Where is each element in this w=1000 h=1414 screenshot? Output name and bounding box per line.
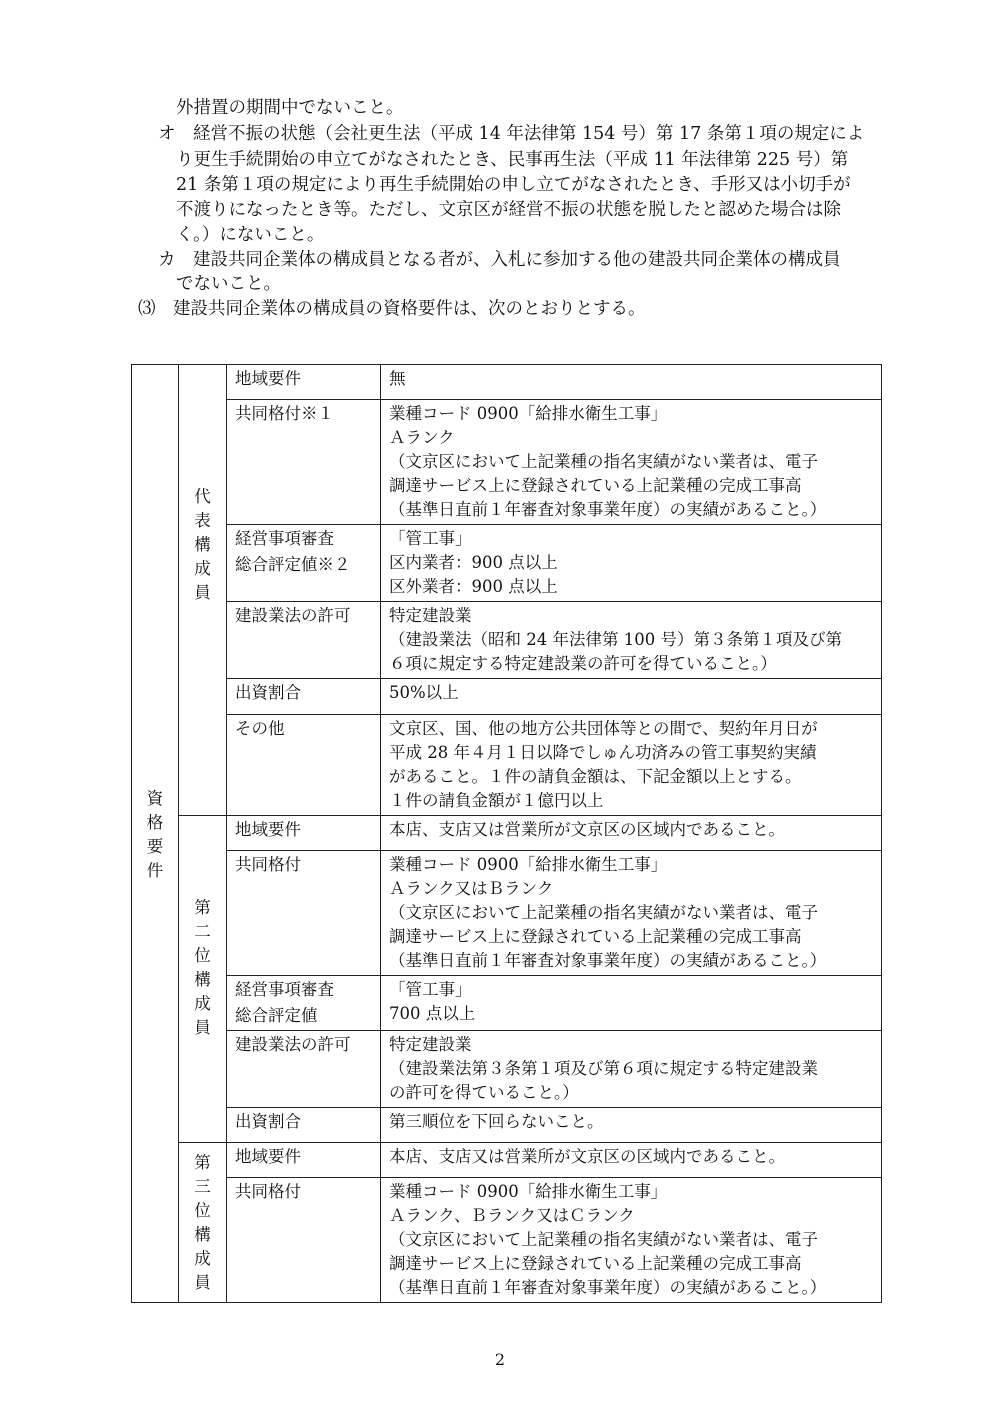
requirement-value-line: （建設業法（昭和 24 年法律第 100 号）第３条第１項及び第 (389, 630, 842, 649)
intro-line: 不渡りになったとき等。ただし、文京区が経営不振の状態を脱したと認めた場合は除 (176, 200, 841, 220)
requirement-value-line: （文京区において上記業種の指名実績がない業者は、電子 (389, 903, 818, 922)
requirement-value-cell (381, 400, 882, 525)
requirement-label-cell (227, 715, 381, 816)
requirement-value-line: 無 (389, 369, 406, 388)
group-label-cell (179, 1143, 227, 1303)
requirement-value-line: 調達サービス上に登録されている上記業種の完成工事高 (389, 476, 802, 495)
requirement-value-line: 「管工事」 (389, 980, 472, 999)
requirement-label: 地域要件 (235, 1147, 301, 1166)
group-label: 第二位構成員 (194, 898, 211, 1037)
requirement-value-line: （建設業法第３条第１項及び第６項に規定する特定建設業 (389, 1059, 818, 1078)
requirement-value-cell (381, 1108, 882, 1143)
requirement-value-line: 区内業者：900 点以上 (389, 553, 558, 572)
requirement-label-cell (227, 1108, 381, 1143)
requirement-value-cell (381, 1031, 882, 1108)
table-row (132, 1031, 882, 1108)
requirement-value-line: 調達サービス上に登録されている上記業種の完成工事高 (389, 1254, 802, 1273)
table-row (132, 1143, 882, 1178)
requirement-value-line: （基準日直前１年審査対象事業年度）の実績があること。） (389, 951, 827, 970)
group-label: 第三位構成員 (194, 1153, 211, 1292)
requirement-value-line: Ａランク又はＢランク (389, 879, 554, 898)
requirement-label: 共同格付※１ (235, 404, 334, 423)
requirement-label: 出資割合 (235, 683, 301, 702)
requirement-label-cell (227, 365, 381, 400)
intro-line: オ 経営不振の状態（会社更生法（平成 14 年法律第 154 号）第 17 条第１項の規定によ (158, 124, 865, 144)
intro-line: 21 条第１項の規定により再生手続開始の申し立てがなされたとき、手形又は小切手が (176, 175, 851, 195)
requirement-value-line: （文京区において上記業種の指名実績がない業者は、電子 (389, 1230, 818, 1249)
group-label: 代表構成員 (194, 487, 211, 602)
table-row (132, 715, 882, 816)
requirement-value-cell (381, 1178, 882, 1303)
requirement-value-line: 文京区、国、他の地方公共団体等との間で、契約年月日が (389, 719, 818, 738)
table-row (132, 365, 882, 400)
outer-label-cell (132, 365, 179, 1303)
requirement-value-line: 業種コード 0900「給排水衛生工事」 (389, 855, 668, 874)
table-row (132, 1108, 882, 1143)
requirement-value-line: 本店、支店又は営業所が文京区の区域内であること。 (389, 1147, 785, 1166)
outer-label: 資格要件 (146, 789, 164, 880)
requirement-value-cell (381, 365, 882, 400)
requirement-value-line: （文京区において上記業種の指名実績がない業者は、電子 (389, 452, 818, 471)
table-row (132, 851, 882, 976)
requirement-label: 建設業法の許可 (235, 606, 351, 625)
requirement-label: 建設業法の許可 (235, 1035, 351, 1054)
requirement-label: その他 (235, 719, 285, 738)
requirement-value-line: Ａランク (389, 428, 455, 447)
intro-line: カ 建設共同企業体の構成員となる者が、入札に参加する他の建設共同企業体の構成員 (158, 250, 841, 270)
requirement-value-line: 平成 28 年４月１日以降でしゅん功済みの管工事契約実績 (389, 743, 817, 762)
requirement-value-line: 50%以上 (389, 683, 459, 702)
requirement-value-cell (381, 976, 882, 1031)
table-row (132, 1178, 882, 1303)
requirement-value-line: 特定建設業 (389, 606, 472, 625)
requirement-label-cell (227, 976, 381, 1031)
requirement-label-cell (227, 1143, 381, 1178)
requirement-label-cell (227, 816, 381, 851)
requirement-value-line: があること。１件の請負金額は、下記金額以上とする。 (389, 767, 802, 786)
table-row (132, 816, 882, 851)
intro-line: り更生手続開始の申立てがなされたとき、民事再生法（平成 11 年法律第 225 号）第 (176, 150, 849, 170)
table-row (132, 400, 882, 525)
requirement-value-line: 第三順位を下回らないこと。 (389, 1112, 604, 1131)
requirement-label-cell (227, 1031, 381, 1108)
requirement-value-line: 区外業者：900 点以上 (389, 577, 558, 596)
requirement-label-cell (227, 525, 381, 602)
requirement-value-line: Ａランク、Ｂランク又はＣランク (389, 1206, 635, 1225)
requirement-label-cell (227, 1178, 381, 1303)
intro-line: 外措置の期間中でないこと。 (176, 98, 404, 118)
requirement-value-line: 調達サービス上に登録されている上記業種の完成工事高 (389, 927, 802, 946)
requirement-value-cell (381, 602, 882, 679)
requirements-table (131, 364, 882, 1303)
page-number: 2 (494, 1350, 506, 1369)
requirement-value-line: の許可を得ていること。） (389, 1083, 579, 1102)
requirement-value-cell (381, 851, 882, 976)
requirement-value-line: 本店、支店又は営業所が文京区の区域内であること。 (389, 820, 785, 839)
intro-line: でないこと。 (176, 274, 281, 294)
requirement-value-cell (381, 1143, 882, 1178)
requirement-value-line: 特定建設業 (389, 1035, 472, 1054)
table-row (132, 679, 882, 715)
table-row (132, 525, 882, 602)
requirement-value-line: 「管工事」 (389, 529, 472, 548)
requirement-label: 共同格付 (235, 855, 301, 874)
requirement-value-cell (381, 816, 882, 851)
intro-line: く。）にないこと。 (176, 225, 325, 245)
requirement-label: 総合評定値 (235, 1006, 318, 1025)
requirement-value-line: （基準日直前１年審査対象事業年度）の実績があること。） (389, 1278, 827, 1297)
requirement-label: 共同格付 (235, 1182, 301, 1201)
requirement-value-line: １件の請負金額が１億円以上 (389, 791, 604, 810)
requirement-value-line: ６項に規定する特定建設業の許可を得ていること。） (389, 654, 777, 673)
table-row (132, 602, 882, 679)
requirement-value-cell (381, 715, 882, 816)
requirement-value-cell (381, 679, 882, 715)
group-label-cell (179, 365, 227, 816)
requirement-label: 総合評定値※２ (235, 555, 351, 574)
requirement-value-cell (381, 525, 882, 602)
requirement-label: 出資割合 (235, 1112, 301, 1131)
group-label-cell (179, 816, 227, 1143)
intro-line: ⑶ 建設共同企業体の構成員の資格要件は、次のとおりとする。 (138, 299, 646, 319)
requirement-label: 経営事項審査 (235, 980, 334, 999)
requirement-label: 地域要件 (235, 369, 301, 388)
requirement-label: 経営事項審査 (235, 529, 334, 548)
requirement-value-line: 業種コード 0900「給排水衛生工事」 (389, 1182, 668, 1201)
requirement-label-cell (227, 851, 381, 976)
requirement-label-cell (227, 400, 381, 525)
requirement-value-line: （基準日直前１年審査対象事業年度）の実績があること。） (389, 500, 827, 519)
requirement-value-line: 700 点以上 (389, 1004, 476, 1023)
requirement-label-cell (227, 679, 381, 715)
requirement-label-cell (227, 602, 381, 679)
requirement-label: 地域要件 (235, 820, 301, 839)
table-row (132, 976, 882, 1031)
requirement-value-line: 業種コード 0900「給排水衛生工事」 (389, 404, 668, 423)
